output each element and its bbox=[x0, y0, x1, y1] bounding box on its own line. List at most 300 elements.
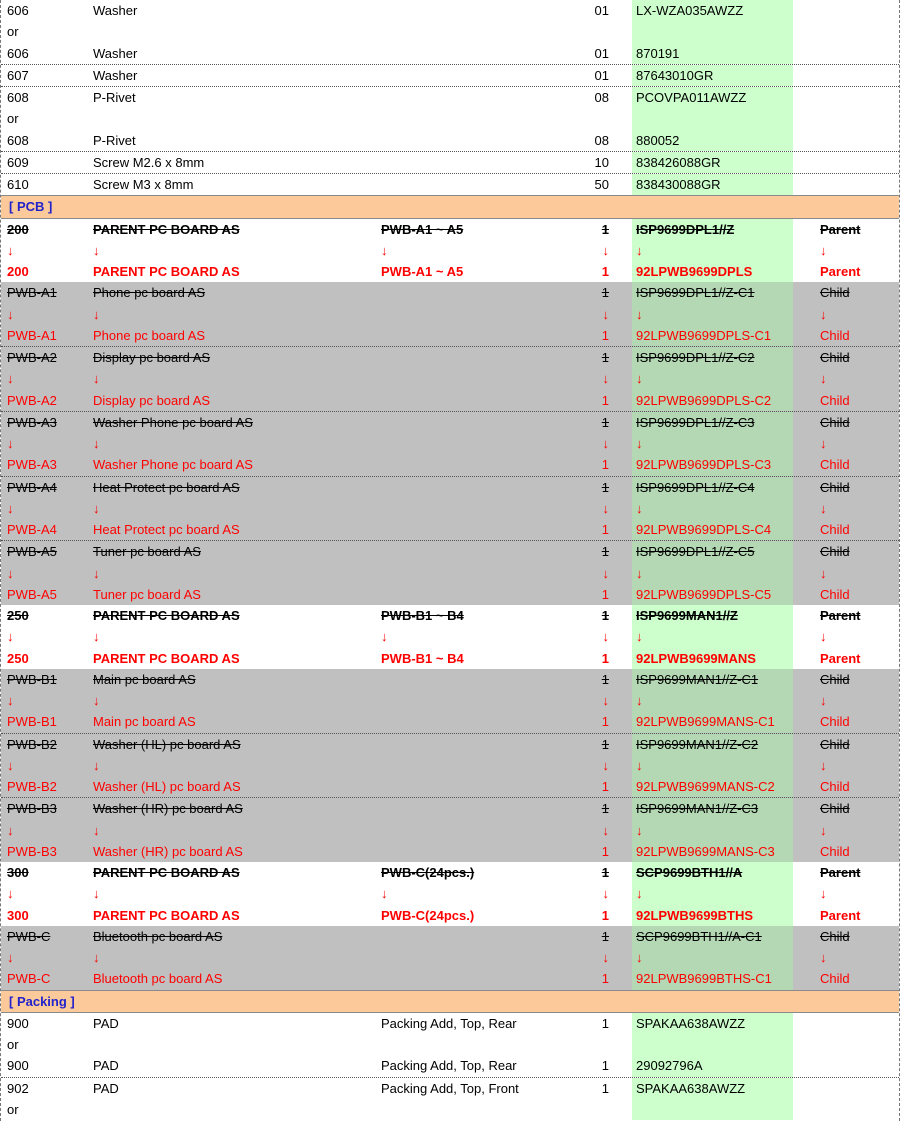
ref-no-cell: 300 bbox=[7, 865, 29, 880]
type-cell: Child bbox=[820, 350, 850, 365]
part-code-cell: 838430088GR bbox=[636, 177, 721, 192]
description-cell: PARENT PC BOARD AS bbox=[93, 608, 240, 623]
ref-no-cell: ↓ bbox=[7, 371, 14, 387]
remarks-cell: PWB-C(24pcs.) bbox=[381, 865, 475, 880]
table-row bbox=[1, 454, 899, 475]
part-code-cell: ↓ bbox=[636, 886, 643, 902]
part-code-highlight bbox=[632, 690, 793, 711]
quantity-cell: 1 bbox=[601, 928, 609, 944]
table-row bbox=[1, 498, 899, 519]
quantity-cell: 50 bbox=[594, 177, 609, 192]
quantity-cell: 1 bbox=[601, 544, 609, 560]
description-cell: ↓ bbox=[93, 436, 100, 451]
table-row bbox=[1, 0, 899, 21]
ref-no-cell: 200 bbox=[7, 221, 29, 237]
quantity-cell: ↓ bbox=[602, 693, 609, 708]
quantity-cell: 1 bbox=[601, 221, 609, 237]
ref-no-cell: ↓ bbox=[7, 822, 14, 838]
ref-no-cell: PWB-A2 bbox=[7, 392, 57, 408]
ref-no-cell: PWB-A3 bbox=[7, 414, 57, 430]
description-cell: Washer bbox=[93, 45, 138, 61]
part-code-cell: SCP9699BTH1//A bbox=[636, 865, 743, 880]
ref-no-cell: 250 bbox=[7, 608, 29, 623]
type-cell: Child bbox=[820, 671, 850, 687]
type-cell: Child bbox=[820, 843, 850, 859]
part-code-cell: 838426088GR bbox=[636, 154, 721, 170]
quantity-cell: 1 bbox=[601, 650, 609, 666]
quantity-cell: 1 bbox=[601, 350, 609, 365]
quantity-cell: 1 bbox=[601, 907, 609, 923]
type-cell: ↓ bbox=[820, 757, 827, 773]
table-row bbox=[1, 519, 899, 540]
quantity-cell: 1 bbox=[601, 865, 609, 880]
ref-no-cell: or bbox=[7, 24, 19, 40]
description-cell: PAD bbox=[93, 1080, 119, 1096]
type-cell: Child bbox=[820, 586, 850, 602]
remarks-cell: ↓ bbox=[381, 242, 388, 258]
section-header bbox=[1, 195, 899, 218]
ref-no-cell: PWB-A4 bbox=[7, 522, 57, 537]
ref-no-cell: 606 bbox=[7, 45, 29, 61]
part-code-cell: 92LPWB9699DPLS-C2 bbox=[636, 392, 772, 408]
part-code-cell: ↓ bbox=[636, 822, 643, 838]
table-row bbox=[1, 711, 899, 732]
remarks-cell: PWB-C(24pcs.) bbox=[381, 907, 475, 923]
description-cell: ↓ bbox=[93, 242, 100, 258]
ref-no-cell: PWB-A2 bbox=[7, 350, 57, 365]
description-cell: Washer (HL) pc board AS bbox=[93, 779, 241, 794]
description-cell: Washer (HL) pc board AS bbox=[93, 736, 241, 752]
type-cell: Child bbox=[820, 392, 850, 408]
ref-no-cell: 610 bbox=[7, 177, 29, 192]
table-row bbox=[1, 130, 899, 151]
ref-no-cell: PWB-A4 bbox=[7, 479, 57, 495]
description-cell: PAD bbox=[93, 1015, 119, 1031]
quantity-cell: 1 bbox=[601, 586, 609, 602]
quantity-cell: 1 bbox=[601, 608, 609, 623]
description-cell: Bluetooth pc board AS bbox=[93, 928, 223, 944]
part-code-cell: 92LPWB9699DPLS-C1 bbox=[636, 327, 772, 343]
remarks-cell: ↓ bbox=[381, 886, 388, 902]
table-row bbox=[1, 108, 899, 129]
section-label: [ PCB ] bbox=[9, 199, 53, 215]
type-cell: Parent bbox=[820, 865, 861, 880]
part-code-cell: 92LPWB9699DPLS-C4 bbox=[636, 522, 772, 537]
part-code-cell: ISP9699MAN1//Z bbox=[636, 608, 738, 623]
part-code-cell: ↓ bbox=[636, 693, 643, 708]
ref-no-cell: or bbox=[7, 1037, 19, 1052]
description-cell: PARENT PC BOARD AS bbox=[93, 907, 240, 923]
type-cell: Parent bbox=[820, 608, 861, 623]
ref-no-cell: 250 bbox=[7, 650, 29, 666]
table-row bbox=[1, 584, 899, 605]
ref-no-cell: or bbox=[7, 1101, 19, 1117]
type-cell: Child bbox=[820, 327, 850, 343]
description-cell: Main pc board AS bbox=[93, 671, 196, 687]
table-row bbox=[1, 1055, 899, 1076]
ref-no-cell: PWB-A1 bbox=[7, 327, 57, 343]
part-code-cell: 87643010GR bbox=[636, 67, 714, 83]
part-code-highlight bbox=[632, 368, 793, 389]
table-row bbox=[1, 240, 899, 261]
description-cell: ↓ bbox=[93, 371, 100, 387]
part-code-cell: PCOVPA011AWZZ bbox=[636, 90, 747, 105]
remarks-cell: PWB-B1 ~ B4 bbox=[381, 650, 464, 666]
table-row bbox=[1, 862, 899, 883]
quantity-cell: ↓ bbox=[602, 950, 609, 965]
description-cell: Display pc board AS bbox=[93, 392, 211, 408]
description-cell: Washer bbox=[93, 67, 138, 83]
table-row bbox=[1, 173, 899, 195]
table-row bbox=[1, 905, 899, 926]
parts-table bbox=[1, 0, 899, 1120]
part-code-cell: LX-WZA035AWZZ bbox=[636, 3, 744, 18]
section-label: [ Packing ] bbox=[9, 993, 75, 1009]
part-code-cell: 92LPWB9699MANS-C2 bbox=[636, 779, 775, 794]
description-cell: Washer Phone pc board AS bbox=[93, 414, 253, 430]
type-cell: ↓ bbox=[820, 565, 827, 581]
ref-no-cell: ↓ bbox=[7, 565, 14, 581]
type-cell: Child bbox=[820, 522, 850, 537]
ref-no-cell: 608 bbox=[7, 132, 29, 148]
part-code-cell: ↓ bbox=[636, 306, 643, 322]
part-code-cell: 92LPWB9699BTHS bbox=[636, 907, 754, 923]
section-header bbox=[1, 990, 899, 1013]
part-code-cell: SPAKAA638AWZZ bbox=[636, 1080, 746, 1096]
ref-no-cell: PWB-B2 bbox=[7, 736, 57, 752]
description-cell: ↓ bbox=[93, 822, 100, 838]
ref-no-cell: PWB-B1 bbox=[7, 714, 57, 730]
part-code-cell: ↓ bbox=[636, 500, 643, 516]
type-cell: ↓ bbox=[820, 629, 827, 645]
description-cell: Display pc board AS bbox=[93, 350, 211, 365]
description-cell: Tuner pc board AS bbox=[93, 544, 201, 560]
quantity-cell: 1 bbox=[601, 285, 609, 301]
ref-no-cell: 900 bbox=[7, 1015, 29, 1031]
type-cell: Child bbox=[820, 714, 850, 730]
part-code-cell: SCP9699BTH1//A-C1 bbox=[636, 928, 762, 944]
table-row bbox=[1, 733, 899, 755]
description-cell: Bluetooth pc board AS bbox=[93, 971, 223, 987]
description-cell: ↓ bbox=[93, 629, 100, 645]
ref-no-cell: PWB-A5 bbox=[7, 544, 57, 560]
part-code-highlight bbox=[632, 240, 793, 261]
table-row bbox=[1, 43, 899, 64]
type-cell: Child bbox=[820, 285, 850, 301]
type-cell: ↓ bbox=[820, 242, 827, 258]
ref-no-cell: ↓ bbox=[7, 757, 14, 773]
type-cell: ↓ bbox=[820, 500, 827, 516]
table-row bbox=[1, 476, 899, 498]
description-cell: Tuner pc board AS bbox=[93, 586, 201, 602]
description-cell: Phone pc board AS bbox=[93, 327, 206, 343]
remarks-cell: PWB-A1 ~ A5 bbox=[381, 221, 464, 237]
table-row bbox=[1, 390, 899, 411]
type-cell: ↓ bbox=[820, 693, 827, 708]
quantity-cell: 08 bbox=[594, 90, 609, 105]
table-row bbox=[1, 926, 899, 947]
part-code-highlight bbox=[632, 883, 793, 904]
part-code-highlight bbox=[632, 947, 793, 968]
part-code-cell: ↓ bbox=[636, 757, 643, 773]
quantity-cell: 1 bbox=[601, 736, 609, 752]
quantity-cell: ↓ bbox=[602, 500, 609, 516]
description-cell: PARENT PC BOARD AS bbox=[93, 650, 240, 666]
description-cell: Heat Protect pc board AS bbox=[93, 479, 240, 495]
part-code-cell: ISP9699DPL1//Z-C3 bbox=[636, 414, 755, 430]
part-code-highlight bbox=[632, 498, 793, 519]
description-cell: ↓ bbox=[93, 950, 100, 965]
ref-no-cell: ↓ bbox=[7, 629, 14, 645]
table-row bbox=[1, 1013, 899, 1034]
description-cell: Washer (HR) pc board AS bbox=[93, 843, 243, 859]
part-code-cell: ↓ bbox=[636, 371, 643, 387]
ref-no-cell: PWB-B3 bbox=[7, 801, 57, 817]
description-cell: ↓ bbox=[93, 757, 100, 773]
description-cell: ↓ bbox=[93, 693, 100, 708]
table-row bbox=[1, 797, 899, 819]
table-row bbox=[1, 968, 899, 989]
type-cell: ↓ bbox=[820, 886, 827, 902]
part-code-cell: 92LPWB9699MANS-C3 bbox=[636, 843, 775, 859]
ref-no-cell: PWB-B1 bbox=[7, 671, 57, 687]
remarks-cell: Packing Add, Top, Rear bbox=[381, 1015, 517, 1031]
part-code-highlight bbox=[632, 1034, 793, 1055]
type-cell: Child bbox=[820, 801, 850, 817]
quantity-cell: ↓ bbox=[602, 822, 609, 838]
part-code-cell: 92LPWB9699BTHS-C1 bbox=[636, 971, 772, 987]
ref-no-cell: PWB-C bbox=[7, 928, 51, 944]
description-cell: Phone pc board AS bbox=[93, 285, 206, 301]
quantity-cell: ↓ bbox=[602, 371, 609, 387]
quantity-cell: 1 bbox=[601, 522, 609, 537]
part-code-cell: 92LPWB9699DPLS-C5 bbox=[636, 586, 772, 602]
type-cell: Parent bbox=[820, 221, 861, 237]
quantity-cell: ↓ bbox=[602, 757, 609, 773]
ref-no-cell: ↓ bbox=[7, 950, 14, 965]
table-row bbox=[1, 563, 899, 584]
part-code-highlight bbox=[632, 755, 793, 776]
description-cell: ↓ bbox=[93, 500, 100, 516]
quantity-cell: 08 bbox=[594, 132, 609, 148]
table-row bbox=[1, 64, 899, 86]
ref-no-cell: PWB-A5 bbox=[7, 586, 57, 602]
type-cell: ↓ bbox=[820, 371, 827, 387]
ref-no-cell: 606 bbox=[7, 3, 29, 18]
part-code-cell: 29092796A bbox=[636, 1058, 703, 1074]
description-cell: PAD bbox=[93, 1058, 119, 1074]
quantity-cell: 1 bbox=[601, 1015, 609, 1031]
quantity-cell: 01 bbox=[594, 67, 609, 83]
description-cell: P-Rivet bbox=[93, 132, 136, 148]
part-code-cell: ISP9699DPL1//Z-C4 bbox=[636, 479, 755, 495]
quantity-cell: ↓ bbox=[602, 306, 609, 322]
part-code-highlight bbox=[632, 1099, 793, 1120]
part-code-cell: 880052 bbox=[636, 132, 680, 148]
part-code-highlight bbox=[632, 820, 793, 841]
description-cell: ↓ bbox=[93, 306, 100, 322]
table-row bbox=[1, 21, 899, 42]
table-row bbox=[1, 669, 899, 690]
ref-no-cell: 300 bbox=[7, 907, 29, 923]
quantity-cell: ↓ bbox=[602, 886, 609, 902]
table-row bbox=[1, 1034, 899, 1055]
remarks-cell: Packing Add, Top, Rear bbox=[381, 1058, 517, 1074]
ref-no-cell: 609 bbox=[7, 154, 29, 170]
ref-no-cell: 607 bbox=[7, 67, 29, 83]
part-code-cell: 92LPWB9699DPLS bbox=[636, 264, 753, 279]
table-row bbox=[1, 304, 899, 325]
table-row bbox=[1, 411, 899, 433]
quantity-cell: 1 bbox=[601, 971, 609, 987]
quantity-cell: ↓ bbox=[602, 242, 609, 258]
ref-no-cell: 900 bbox=[7, 1058, 29, 1074]
part-code-cell: ISP9699MAN1//Z-C1 bbox=[636, 671, 759, 687]
quantity-cell: 1 bbox=[601, 801, 609, 817]
description-cell: Screw M2.6 x 8mm bbox=[93, 154, 205, 170]
table-row bbox=[1, 346, 899, 368]
description-cell: PARENT PC BOARD AS bbox=[93, 221, 240, 237]
remarks-cell: ↓ bbox=[381, 629, 388, 645]
ref-no-cell: PWB-C bbox=[7, 971, 51, 987]
ref-no-cell: 902 bbox=[7, 1080, 29, 1096]
type-cell: ↓ bbox=[820, 822, 827, 838]
table-row bbox=[1, 947, 899, 968]
description-cell: ↓ bbox=[93, 886, 100, 902]
remarks-cell: PWB-B1 ~ B4 bbox=[381, 608, 464, 623]
ref-no-cell: 608 bbox=[7, 90, 29, 105]
part-code-cell: 92LPWB9699MANS bbox=[636, 650, 756, 666]
description-cell: Washer Phone pc board AS bbox=[93, 457, 253, 473]
table-row bbox=[1, 690, 899, 711]
ref-no-cell: PWB-B3 bbox=[7, 843, 57, 859]
ref-no-cell: ↓ bbox=[7, 306, 14, 322]
ref-no-cell: ↓ bbox=[7, 693, 14, 708]
table-row bbox=[1, 648, 899, 669]
part-code-cell: ISP9699MAN1//Z-C2 bbox=[636, 736, 759, 752]
ref-no-cell: ↓ bbox=[7, 242, 14, 258]
quantity-cell: 1 bbox=[601, 479, 609, 495]
part-code-cell: ↓ bbox=[636, 629, 643, 645]
part-code-highlight bbox=[632, 21, 793, 42]
description-cell: PARENT PC BOARD AS bbox=[93, 264, 240, 279]
quantity-cell: 01 bbox=[594, 3, 609, 18]
table-row bbox=[1, 368, 899, 389]
table-row bbox=[1, 325, 899, 346]
quantity-cell: 1 bbox=[601, 1080, 609, 1096]
part-code-cell: ↓ bbox=[636, 436, 643, 451]
quantity-cell: 1 bbox=[601, 264, 609, 279]
table-row bbox=[1, 219, 899, 240]
description-cell: Washer (HR) pc board AS bbox=[93, 801, 243, 817]
table-row bbox=[1, 433, 899, 454]
table-row bbox=[1, 841, 899, 862]
part-code-cell: 92LPWB9699MANS-C1 bbox=[636, 714, 775, 730]
quantity-cell: ↓ bbox=[602, 629, 609, 645]
table-row bbox=[1, 820, 899, 841]
quantity-cell: ↓ bbox=[602, 436, 609, 451]
quantity-cell: 1 bbox=[601, 779, 609, 794]
ref-no-cell: ↓ bbox=[7, 500, 14, 516]
quantity-cell: 1 bbox=[601, 327, 609, 343]
quantity-cell: 1 bbox=[601, 414, 609, 430]
type-cell: Child bbox=[820, 414, 850, 430]
table-row bbox=[1, 540, 899, 562]
part-code-cell: 92LPWB9699DPLS-C3 bbox=[636, 457, 772, 473]
part-code-cell: ISP9699MAN1//Z-C3 bbox=[636, 801, 759, 817]
quantity-cell: 1 bbox=[601, 671, 609, 687]
ref-no-cell: or bbox=[7, 111, 19, 127]
type-cell: Child bbox=[820, 479, 850, 495]
ref-no-cell: PWB-A3 bbox=[7, 457, 57, 473]
part-code-cell: ISP9699DPL1//Z-C1 bbox=[636, 285, 755, 301]
ref-no-cell: ↓ bbox=[7, 436, 14, 451]
type-cell: Parent bbox=[820, 650, 861, 666]
description-cell: Screw M3 x 8mm bbox=[93, 177, 194, 192]
type-cell: Parent bbox=[820, 264, 861, 279]
table-row bbox=[1, 755, 899, 776]
part-code-highlight bbox=[632, 626, 793, 647]
description-cell: Heat Protect pc board AS bbox=[93, 522, 240, 537]
part-code-cell: ↓ bbox=[636, 565, 643, 581]
description-cell: Main pc board AS bbox=[93, 714, 196, 730]
type-cell: ↓ bbox=[820, 950, 827, 965]
part-code-highlight bbox=[632, 563, 793, 584]
ref-no-cell: ↓ bbox=[7, 886, 14, 902]
quantity-cell: 1 bbox=[601, 843, 609, 859]
table-row bbox=[1, 282, 899, 303]
type-cell: Child bbox=[820, 544, 850, 560]
description-cell: Washer bbox=[93, 3, 138, 18]
part-code-cell: ISP9699DPL1//Z-C5 bbox=[636, 544, 755, 560]
part-code-highlight bbox=[632, 304, 793, 325]
table-row bbox=[1, 883, 899, 904]
part-code-cell: ISP9699DPL1//Z bbox=[636, 221, 735, 237]
description-cell: ↓ bbox=[93, 565, 100, 581]
type-cell: Child bbox=[820, 928, 850, 944]
part-code-highlight bbox=[632, 433, 793, 454]
table-row bbox=[1, 605, 899, 626]
quantity-cell: 01 bbox=[594, 45, 609, 61]
part-code-cell: 870191 bbox=[636, 45, 680, 61]
part-code-cell: ISP9699DPL1//Z-C2 bbox=[636, 350, 755, 365]
table-row bbox=[1, 626, 899, 647]
part-code-cell: SPAKAA638AWZZ bbox=[636, 1015, 746, 1031]
quantity-cell: 1 bbox=[601, 714, 609, 730]
quantity-cell: 1 bbox=[601, 1058, 609, 1074]
table-row bbox=[1, 1099, 899, 1120]
table-row bbox=[1, 776, 899, 797]
remarks-cell: Packing Add, Top, Front bbox=[381, 1080, 519, 1096]
ref-no-cell: 200 bbox=[7, 264, 29, 279]
table-row bbox=[1, 86, 899, 108]
quantity-cell: 10 bbox=[594, 154, 609, 170]
type-cell: Child bbox=[820, 736, 850, 752]
type-cell: ↓ bbox=[820, 436, 827, 451]
part-code-cell: ↓ bbox=[636, 242, 643, 258]
type-cell: Parent bbox=[820, 907, 861, 923]
description-cell: P-Rivet bbox=[93, 90, 136, 105]
table-row bbox=[1, 261, 899, 282]
part-code-highlight bbox=[632, 108, 793, 129]
quantity-cell: 1 bbox=[601, 392, 609, 408]
type-cell: Child bbox=[820, 779, 850, 794]
type-cell: ↓ bbox=[820, 306, 827, 322]
quantity-cell: 1 bbox=[601, 457, 609, 473]
type-cell: Child bbox=[820, 457, 850, 473]
ref-no-cell: PWB-A1 bbox=[7, 285, 57, 301]
table-row bbox=[1, 151, 899, 173]
